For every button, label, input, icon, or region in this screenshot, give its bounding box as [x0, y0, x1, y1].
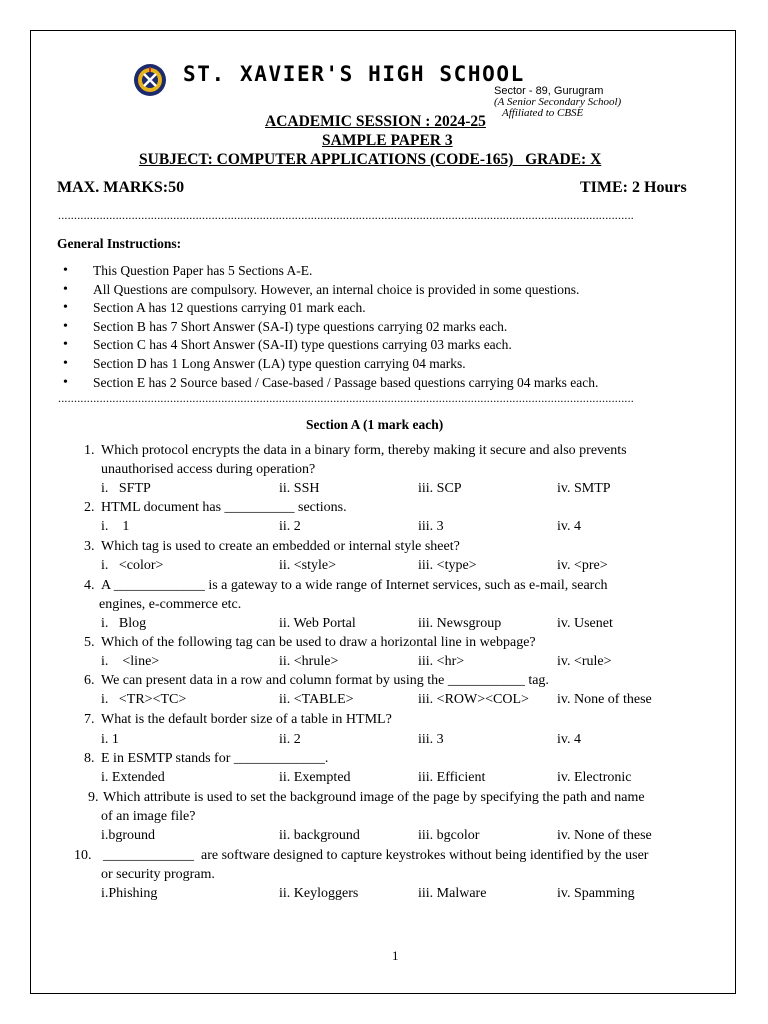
option: iii. 3 [418, 519, 444, 534]
question-text: engines, e-commerce etc. [99, 597, 242, 612]
school-logo-icon [133, 63, 167, 97]
question-text: E in ESMTP stands for _____________. [101, 751, 329, 766]
question-text: Which of the following tag can be used to draw a horizontal line in webpage? [101, 635, 536, 650]
list-item: • Section D has 1 Long Answer (LA) type question carrying 04 marks. [57, 355, 717, 374]
option: iv. Spamming [557, 886, 635, 901]
option: iii. bgcolor [418, 828, 480, 843]
question-number: 2. [84, 500, 95, 515]
max-marks: MAX. MARKS:50 [57, 179, 185, 196]
question-number: 10. [74, 848, 92, 863]
divider-top: .................................................................................................................................................................................... [58, 208, 634, 222]
time-allowed: TIME: 2 Hours [580, 179, 687, 196]
option: ii. Web Portal [279, 616, 356, 631]
option: ii. <hrule> [279, 654, 339, 669]
question-number: 9. [88, 790, 99, 805]
question-text: What is the default border size of a table in HTML? [101, 712, 392, 727]
question-number: 5. [84, 635, 95, 650]
option: ii. 2 [279, 732, 301, 747]
option: iii. SCP [418, 481, 462, 496]
option: iv. None of these [557, 828, 652, 843]
option: i. <TR><TC> [101, 692, 187, 707]
section-a-title: Section A (1 mark each) [306, 417, 444, 432]
question-text: We can present data in a row and column format by using the ___________ tag. [101, 673, 549, 688]
list-item: • Section E has 2 Source based / Case-based / Passage based questions carrying 04 marks each. [57, 374, 717, 393]
question-text: or security program. [101, 867, 215, 882]
option: ii. Exempted [279, 770, 351, 785]
option: iv. Electronic [557, 770, 632, 785]
school-type: (A Senior Secondary School) [494, 96, 622, 108]
option: iii. Efficient [418, 770, 486, 785]
option: ii. SSH [279, 481, 320, 496]
option: i. <line> [101, 654, 160, 669]
question-number: 6. [84, 673, 95, 688]
option: iv. SMTP [557, 481, 611, 496]
option: iv. 4 [557, 519, 581, 534]
option: iii. Malware [418, 886, 487, 901]
divider-bottom: .................................................................................................................................................................................... [58, 391, 634, 405]
question-number: 3. [84, 539, 95, 554]
question-text: HTML document has __________ sections. [101, 500, 347, 515]
option: ii. background [279, 828, 360, 843]
list-item: • Section A has 12 questions carrying 01 mark each. [57, 299, 717, 318]
option: i.Phishing [101, 886, 158, 901]
option: ii. Keyloggers [279, 886, 359, 901]
option: i. 1 [101, 732, 119, 747]
option: iv. <pre> [557, 558, 608, 573]
option: iv. 4 [557, 732, 581, 747]
school-address: Sector - 89, Gurugram [494, 85, 604, 97]
question-text: Which attribute is used to set the background image of the page by specifying the path and name [103, 790, 645, 805]
option: iv. Usenet [557, 616, 613, 631]
list-item: • Section C has 4 Short Answer (SA-II) type questions carrying 03 marks each. [57, 336, 717, 355]
option: i. SFTP [101, 481, 151, 496]
option: i. <color> [101, 558, 164, 573]
option: iii. 3 [418, 732, 444, 747]
question-text: A _____________ is a gateway to a wide range of Internet services, such as e-mail, search [101, 578, 608, 593]
paper-title: SAMPLE PAPER 3 [322, 132, 453, 149]
option: i.bground [101, 828, 156, 843]
instructions-title: General Instructions: [57, 236, 182, 251]
question-text: unauthorised access during operation? [101, 462, 316, 477]
school-name: ST. XAVIER'S HIGH SCHOOL [183, 62, 525, 86]
question-text: of an image file? [101, 809, 196, 824]
question-number: 8. [84, 751, 95, 766]
question-number: 1. [84, 443, 95, 458]
option: ii. <TABLE> [279, 692, 354, 707]
option: iv. <rule> [557, 654, 612, 669]
list-item: • This Question Paper has 5 Sections A-E. [57, 262, 717, 281]
question-text: Which protocol encrypts the data in a binary form, thereby making it secure and also prevents [101, 443, 627, 458]
question-text: Which tag is used to create an embedded or internal style sheet? [101, 539, 460, 554]
option: iii. <type> [418, 558, 477, 573]
subject-line: SUBJECT: COMPUTER APPLICATIONS (CODE-165) GRADE: X [139, 151, 602, 168]
option: iii. <ROW><COL> [418, 692, 529, 707]
school-affiliation: Affiliated to CBSE [502, 107, 584, 119]
academic-session: ACADEMIC SESSION : 2024-25 [265, 113, 486, 130]
option: iv. None of these [557, 692, 652, 707]
option: iii. <hr> [418, 654, 465, 669]
option: ii. <style> [279, 558, 337, 573]
option: i. Blog [101, 616, 147, 631]
option: i. Extended [101, 770, 165, 785]
page-number: 1 [392, 948, 399, 963]
question-number: 4. [84, 578, 95, 593]
instructions-list [57, 262, 717, 392]
question-number: 7. [84, 712, 95, 727]
list-item: • All Questions are compulsory. However, an internal choice is provided in some questions. [57, 281, 717, 300]
question-text: _____________ are software designed to capture keystrokes without being identified by the user [103, 848, 649, 863]
list-item: • Section B has 7 Short Answer (SA-I) type questions carrying 02 marks each. [57, 318, 717, 337]
option: i. 1 [101, 519, 130, 534]
option: ii. 2 [279, 519, 301, 534]
option: iii. Newsgroup [418, 616, 502, 631]
